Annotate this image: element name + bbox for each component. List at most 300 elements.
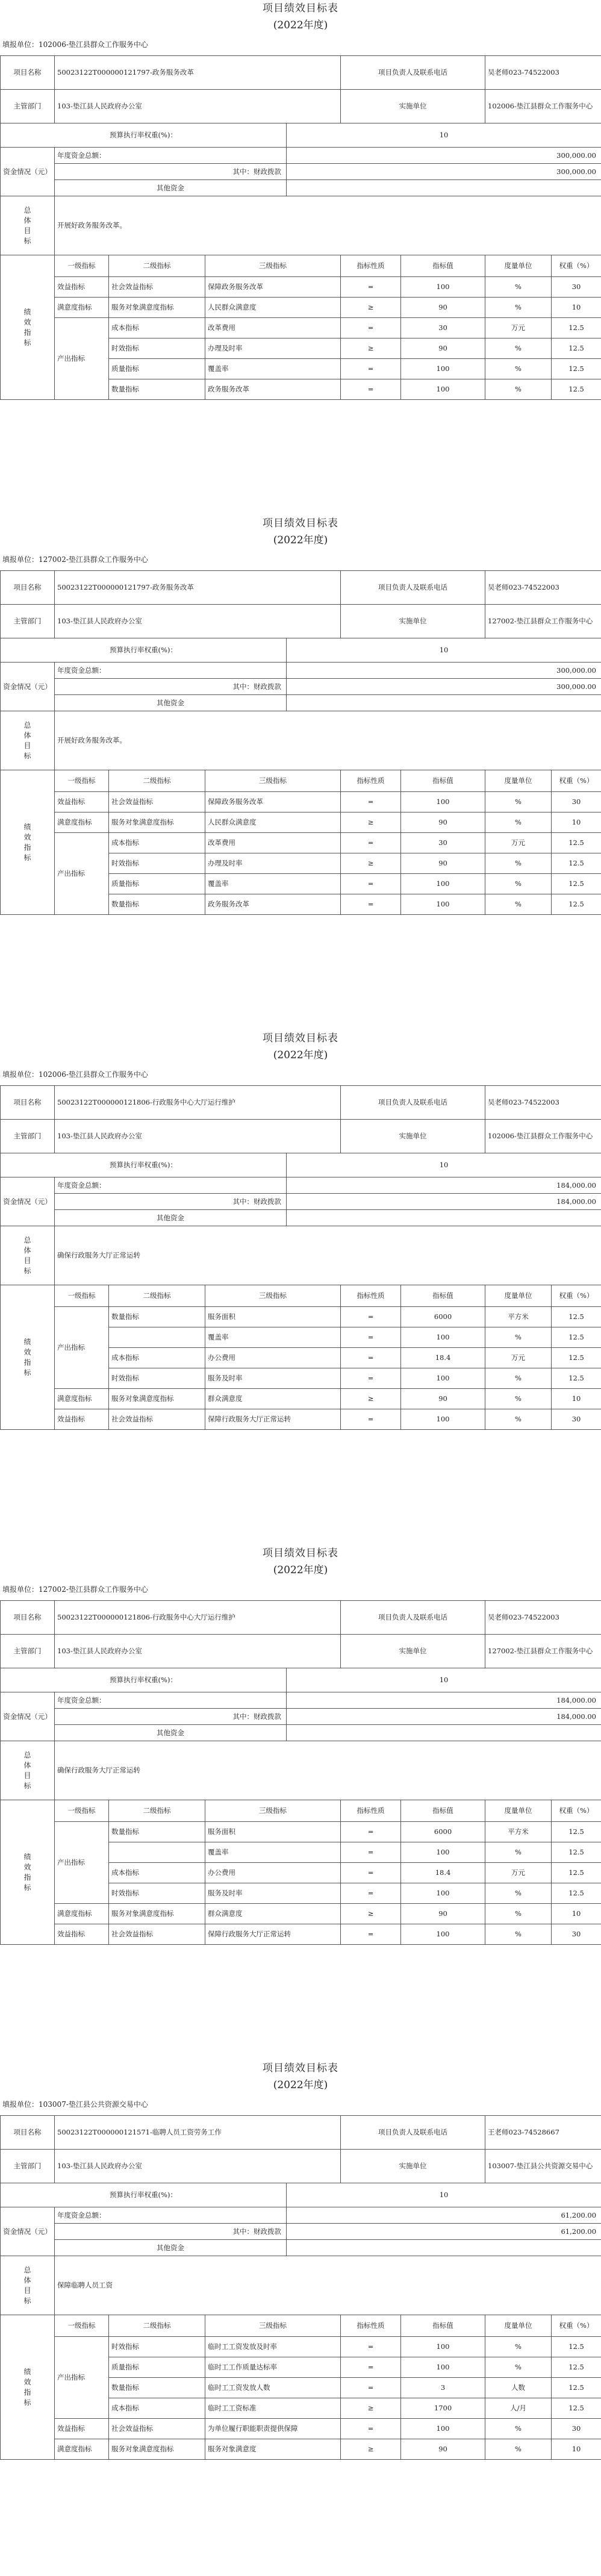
level1-indicator: 产出指标 xyxy=(55,318,109,400)
indicator-value: 18.4 xyxy=(401,1863,485,1883)
project-leader-label: 项目负责人及联系电话 xyxy=(341,2116,485,2150)
fund-other-value xyxy=(287,695,601,711)
indicator-weight: 10 xyxy=(552,298,601,318)
indicator-nature: = xyxy=(341,379,401,400)
indicator-unit: % xyxy=(485,338,552,359)
fund-status-label: 资金情况（元） xyxy=(1,1692,55,1741)
fund-total-label: 年度资金总额： xyxy=(55,1177,287,1194)
level1-indicator: 效益指标 xyxy=(55,2419,109,2439)
indicator-row xyxy=(1,1904,601,1924)
level1-indicator: 效益指标 xyxy=(55,1409,109,1430)
indicator-value: 100 xyxy=(401,1924,485,1945)
indicator-row xyxy=(1,1389,601,1409)
performance-table xyxy=(0,570,601,915)
level2-indicator: 质量指标 xyxy=(109,874,205,894)
indicator-value: 100 xyxy=(401,2357,485,2378)
fund-total-label: 年度资金总额： xyxy=(55,2207,287,2224)
indicator-row xyxy=(1,318,601,338)
indicator-nature: ≥ xyxy=(341,2439,401,2460)
table-year: (2022年度) xyxy=(273,1049,328,1061)
indicator-value: 100 xyxy=(401,2419,485,2439)
indicator-weight: 10 xyxy=(552,1389,601,1409)
fund-fiscal-label: 其中：财政拨款 xyxy=(55,2224,287,2240)
project-leader-label: 项目负责人及联系电话 xyxy=(341,571,485,605)
level3-indicator: 人民群众满意度 xyxy=(205,298,341,318)
level3-indicator: 临时工工资发放及时率 xyxy=(205,2337,341,2357)
indicator-weight: 12.5 xyxy=(552,833,601,853)
indicator-nature: ≥ xyxy=(341,298,401,318)
indicator-nature: = xyxy=(341,894,401,915)
level2-indicator xyxy=(109,1327,205,1348)
level2-indicator: 成本指标 xyxy=(109,318,205,338)
indicator-nature: = xyxy=(341,2337,401,2357)
performance-indicators-label: 绩 效 指 标 xyxy=(1,1800,55,1945)
indicator-header-cell: 二级指标 xyxy=(109,255,205,277)
level3-indicator: 政务服务改革 xyxy=(205,894,341,915)
fund-total-label: 年度资金总额： xyxy=(55,663,287,679)
indicator-value: 90 xyxy=(401,853,485,874)
fund-fiscal-label: 其中：财政拨款 xyxy=(55,1194,287,1210)
indicator-value: 100 xyxy=(401,894,485,915)
fund-other-label: 其他资金 xyxy=(55,2240,287,2256)
project-name-label: 项目名称 xyxy=(1,1086,55,1120)
indicator-value: 90 xyxy=(401,298,485,318)
level3-indicator: 办理及时率 xyxy=(205,853,341,874)
project-leader-value: 吴老师023-74522003 xyxy=(485,1601,601,1635)
fund-total-value: 300,000.00 xyxy=(287,148,601,164)
indicator-header-cell: 权重（%） xyxy=(552,255,601,277)
indicator-value: 100 xyxy=(401,2337,485,2357)
indicator-unit: 人数 xyxy=(485,2378,552,2398)
level3-indicator: 覆盖率 xyxy=(205,1327,341,1348)
level3-indicator: 办公费用 xyxy=(205,1348,341,1368)
indicator-row xyxy=(1,2439,601,2460)
level2-indicator: 数量指标 xyxy=(109,2378,205,2398)
indicator-unit: 万元 xyxy=(485,1348,552,1368)
indicator-header-cell: 度量单位 xyxy=(485,2315,552,2337)
level1-indicator: 满意度指标 xyxy=(55,1904,109,1924)
budget-rate-label: 预算执行率权重(%)： xyxy=(1,1153,287,1177)
project-name-label: 项目名称 xyxy=(1,2116,55,2150)
level3-indicator: 人民群众满意度 xyxy=(205,812,341,833)
indicator-row xyxy=(1,1307,601,1327)
reporting-unit xyxy=(2,549,148,570)
fund-other-value xyxy=(287,2240,601,2256)
table-year: (2022年度) xyxy=(273,534,328,546)
indicator-nature: = xyxy=(341,1368,401,1389)
level3-indicator: 临时工工资发放人数 xyxy=(205,2378,341,2398)
reporting-unit-value: 102006-垫江县群众工作服务中心 xyxy=(39,40,148,49)
indicator-header-cell: 权重（%） xyxy=(552,1800,601,1822)
supervising-dept-label: 主管部门 xyxy=(1,90,55,123)
level3-indicator: 服务面积 xyxy=(205,1307,341,1327)
table-year: (2022年度) xyxy=(273,2079,328,2091)
indicator-unit: % xyxy=(485,874,552,894)
indicator-header-cell: 度量单位 xyxy=(485,1285,552,1307)
overall-goal-label: 总 体 目 标 xyxy=(1,196,55,255)
project-name-label: 项目名称 xyxy=(1,1601,55,1635)
fund-total-value: 61,200.00 xyxy=(287,2207,601,2224)
level3-indicator: 保障政务服务改革 xyxy=(205,792,341,812)
indicator-weight: 12.5 xyxy=(552,2337,601,2357)
supervising-dept-value: 103-垫江县人民政府办公室 xyxy=(55,1635,341,1668)
indicator-nature: = xyxy=(341,2419,401,2439)
indicator-value: 100 xyxy=(401,277,485,298)
supervising-dept-value: 103-垫江县人民政府办公室 xyxy=(55,90,341,123)
level3-indicator: 覆盖率 xyxy=(205,1842,341,1863)
indicator-header-cell: 三级指标 xyxy=(205,2315,341,2337)
indicator-row xyxy=(1,2337,601,2357)
budget-rate-value: 10 xyxy=(287,2183,601,2207)
indicator-unit: % xyxy=(485,1924,552,1945)
overall-goal-label: 总 体 目 标 xyxy=(1,1226,55,1285)
indicator-header-cell: 三级指标 xyxy=(205,1800,341,1822)
indicator-weight: 10 xyxy=(552,812,601,833)
project-leader-value: 吴老师023-74522003 xyxy=(485,571,601,605)
budget-rate-value: 10 xyxy=(287,1668,601,1692)
indicator-row xyxy=(1,1822,601,1842)
level2-indicator: 社会效益指标 xyxy=(109,277,205,298)
indicator-value: 100 xyxy=(401,379,485,400)
indicator-weight: 30 xyxy=(552,1409,601,1430)
performance-indicators-label: 绩 效 指 标 xyxy=(1,770,55,915)
level2-indicator: 时效指标 xyxy=(109,2337,205,2357)
indicator-weight: 30 xyxy=(552,277,601,298)
level1-indicator: 满意度指标 xyxy=(55,812,109,833)
project-name-label: 项目名称 xyxy=(1,56,55,90)
budget-rate-value: 10 xyxy=(287,123,601,148)
overall-goal-text: 开展好政务服务改革。 xyxy=(55,711,601,770)
level2-indicator: 服务对象满意度指标 xyxy=(109,2439,205,2460)
indicator-nature: = xyxy=(341,833,401,853)
level1-indicator: 满意度指标 xyxy=(55,1389,109,1409)
level3-indicator: 服务及时率 xyxy=(205,1368,341,1389)
overall-goal-label: 总 体 目 标 xyxy=(1,711,55,770)
level2-indicator xyxy=(109,1842,205,1863)
budget-rate-label: 预算执行率权重(%)： xyxy=(1,638,287,663)
indicator-header-cell: 指标值 xyxy=(401,2315,485,2337)
implementing-unit-value: 102006-垫江县群众工作服务中心 xyxy=(485,90,601,123)
reporting-unit-value: 102006-垫江县群众工作服务中心 xyxy=(39,1070,148,1079)
table-year: (2022年度) xyxy=(273,19,328,31)
table-title: 项目绩效目标表 xyxy=(263,517,338,529)
supervising-dept-label: 主管部门 xyxy=(1,1635,55,1668)
project-name-value: 50023122T000000121571-临聘人员工资劳务工作 xyxy=(55,2116,341,2150)
fund-fiscal-value: 184,000.00 xyxy=(287,1194,601,1210)
indicator-nature: = xyxy=(341,277,401,298)
indicator-header-cell: 度量单位 xyxy=(485,255,552,277)
indicator-nature: = xyxy=(341,1883,401,1904)
level3-indicator: 保障政务服务改革 xyxy=(205,277,341,298)
indicator-nature: ≥ xyxy=(341,338,401,359)
indicator-row xyxy=(1,277,601,298)
fund-other-label: 其他资金 xyxy=(55,1210,287,1226)
project-name-value: 50023122T000000121797-政务服务改革 xyxy=(55,56,341,90)
level3-indicator: 群众满意度 xyxy=(205,1904,341,1924)
level2-indicator: 时效指标 xyxy=(109,853,205,874)
indicator-value: 1700 xyxy=(401,2398,485,2419)
indicator-value: 90 xyxy=(401,338,485,359)
overall-goal-text: 确保行政服务大厅正常运转 xyxy=(55,1226,601,1285)
implementing-unit-value: 102006-垫江县群众工作服务中心 xyxy=(485,1120,601,1153)
indicator-nature: = xyxy=(341,1409,401,1430)
fund-total-label: 年度资金总额： xyxy=(55,148,287,164)
fund-total-value: 184,000.00 xyxy=(287,1692,601,1709)
indicator-header-cell: 一级指标 xyxy=(55,1800,109,1822)
performance-indicators-label: 绩 效 指 标 xyxy=(1,255,55,400)
indicator-value: 100 xyxy=(401,1327,485,1348)
indicator-weight: 12.5 xyxy=(552,1842,601,1863)
indicator-nature: ≥ xyxy=(341,1389,401,1409)
level2-indicator: 数量指标 xyxy=(109,1307,205,1327)
indicator-weight: 12.5 xyxy=(552,874,601,894)
level1-indicator: 效益指标 xyxy=(55,792,109,812)
indicator-value: 30 xyxy=(401,318,485,338)
indicator-value: 100 xyxy=(401,874,485,894)
indicator-value: 100 xyxy=(401,1409,485,1430)
level2-indicator: 服务对象满意度指标 xyxy=(109,812,205,833)
budget-rate-value: 10 xyxy=(287,1153,601,1177)
indicator-header-cell: 一级指标 xyxy=(55,770,109,792)
indicator-nature: = xyxy=(341,1327,401,1348)
indicator-unit: 万元 xyxy=(485,833,552,853)
performance-indicators-label: 绩 效 指 标 xyxy=(1,2315,55,2460)
project-name-label: 项目名称 xyxy=(1,571,55,605)
indicator-weight: 12.5 xyxy=(552,2398,601,2419)
level3-indicator: 政务服务改革 xyxy=(205,379,341,400)
level3-indicator: 服务及时率 xyxy=(205,1883,341,1904)
level2-indicator: 数量指标 xyxy=(109,894,205,915)
indicator-nature: = xyxy=(341,1822,401,1842)
indicator-nature: ≥ xyxy=(341,2398,401,2419)
fund-fiscal-value: 300,000.00 xyxy=(287,164,601,180)
indicator-unit: % xyxy=(485,1327,552,1348)
table-title: 项目绩效目标表 xyxy=(263,2062,338,2074)
level2-indicator: 服务对象满意度指标 xyxy=(109,298,205,318)
indicator-weight: 12.5 xyxy=(552,2357,601,2378)
fund-other-value xyxy=(287,1210,601,1226)
project-leader-value: 吴老师023-74522003 xyxy=(485,1086,601,1120)
reporting-unit-value: 103007-垫江县公共资源交易中心 xyxy=(39,2100,148,2109)
table-title: 项目绩效目标表 xyxy=(263,2,338,14)
level2-indicator: 服务对象满意度指标 xyxy=(109,1904,205,1924)
reporting-unit-label: 填报单位： xyxy=(2,2100,39,2109)
indicator-header-cell: 指标性质 xyxy=(341,255,401,277)
indicator-nature: = xyxy=(341,874,401,894)
fund-fiscal-label: 其中：财政拨款 xyxy=(55,164,287,180)
level2-indicator: 成本指标 xyxy=(109,2398,205,2419)
indicator-unit: % xyxy=(485,359,552,379)
level2-indicator: 成本指标 xyxy=(109,1348,205,1368)
supervising-dept-label: 主管部门 xyxy=(1,605,55,638)
indicator-value: 30 xyxy=(401,833,485,853)
indicator-unit: % xyxy=(485,277,552,298)
indicator-unit: 人/月 xyxy=(485,2398,552,2419)
implementing-unit-value: 127002-垫江县群众工作服务中心 xyxy=(485,605,601,638)
indicator-weight: 12.5 xyxy=(552,338,601,359)
level2-indicator: 社会效益指标 xyxy=(109,1409,205,1430)
budget-rate-value: 10 xyxy=(287,638,601,663)
indicator-unit: % xyxy=(485,894,552,915)
implementing-unit-label: 实施单位 xyxy=(341,2150,485,2183)
reporting-unit xyxy=(2,1579,148,1600)
indicator-header-cell: 指标性质 xyxy=(341,770,401,792)
indicator-weight: 30 xyxy=(552,1924,601,1945)
project-leader-value: 吴老师023-74522003 xyxy=(485,56,601,90)
indicator-value: 90 xyxy=(401,1389,485,1409)
fund-other-value xyxy=(287,180,601,196)
indicator-unit: % xyxy=(485,812,552,833)
indicator-nature: = xyxy=(341,359,401,379)
indicator-header-cell: 指标性质 xyxy=(341,1285,401,1307)
supervising-dept-value: 103-垫江县人民政府办公室 xyxy=(55,1120,341,1153)
indicator-weight: 12.5 xyxy=(552,1822,601,1842)
indicator-value: 90 xyxy=(401,1904,485,1924)
reporting-unit-label: 填报单位： xyxy=(2,1585,39,1594)
indicator-value: 3 xyxy=(401,2378,485,2398)
indicator-weight: 12.5 xyxy=(552,1327,601,1348)
reporting-unit-value: 127002-垫江县群众工作服务中心 xyxy=(39,1585,148,1594)
project-leader-value: 王老师023-74528667 xyxy=(485,2116,601,2150)
level1-indicator: 满意度指标 xyxy=(55,298,109,318)
project-name-value: 50023122T000000121806-行政服务中心大厅运行维护 xyxy=(55,1601,341,1635)
indicator-weight: 12.5 xyxy=(552,2378,601,2398)
overall-goal-text: 开展好政务服务改革。 xyxy=(55,196,601,255)
indicator-value: 100 xyxy=(401,1842,485,1863)
performance-indicators-label: 绩 效 指 标 xyxy=(1,1285,55,1430)
indicator-value: 100 xyxy=(401,1883,485,1904)
indicator-weight: 12.5 xyxy=(552,379,601,400)
indicator-weight: 10 xyxy=(552,2439,601,2460)
performance-table xyxy=(0,1085,601,1430)
indicator-nature: ≥ xyxy=(341,812,401,833)
indicator-header-cell: 三级指标 xyxy=(205,255,341,277)
indicator-nature: ≥ xyxy=(341,1904,401,1924)
indicator-header-cell: 指标值 xyxy=(401,770,485,792)
indicator-row xyxy=(1,833,601,853)
table-year: (2022年度) xyxy=(273,1564,328,1576)
indicator-header-cell: 指标值 xyxy=(401,1800,485,1822)
implementing-unit-label: 实施单位 xyxy=(341,1120,485,1153)
level3-indicator: 改革费用 xyxy=(205,318,341,338)
indicator-header-cell: 权重（%） xyxy=(552,2315,601,2337)
level3-indicator: 为单位履行职能职责提供保障 xyxy=(205,2419,341,2439)
indicator-weight: 12.5 xyxy=(552,853,601,874)
indicator-weight: 30 xyxy=(552,2419,601,2439)
indicator-header-cell: 度量单位 xyxy=(485,770,552,792)
indicator-nature: = xyxy=(341,1348,401,1368)
level1-indicator: 满意度指标 xyxy=(55,2439,109,2460)
fund-status-label: 资金情况（元） xyxy=(1,1177,55,1226)
indicator-unit: % xyxy=(485,1409,552,1430)
indicator-header-cell: 二级指标 xyxy=(109,1285,205,1307)
indicator-header-cell: 度量单位 xyxy=(485,1800,552,1822)
indicator-nature: = xyxy=(341,2357,401,2378)
level2-indicator: 社会效益指标 xyxy=(109,792,205,812)
level1-indicator: 产出指标 xyxy=(55,1307,109,1389)
fund-fiscal-value: 300,000.00 xyxy=(287,679,601,695)
level3-indicator: 覆盖率 xyxy=(205,874,341,894)
reporting-unit xyxy=(2,2094,148,2115)
level3-indicator: 服务对象满意度 xyxy=(205,2439,341,2460)
indicator-weight: 12.5 xyxy=(552,894,601,915)
indicator-unit: 万元 xyxy=(485,318,552,338)
fund-other-label: 其他资金 xyxy=(55,180,287,196)
indicator-header-cell: 一级指标 xyxy=(55,1285,109,1307)
implementing-unit-label: 实施单位 xyxy=(341,1635,485,1668)
indicator-header-cell: 指标性质 xyxy=(341,1800,401,1822)
indicator-weight: 12.5 xyxy=(552,1368,601,1389)
project-name-value: 50023122T000000121806-行政服务中心大厅运行维护 xyxy=(55,1086,341,1120)
indicator-row xyxy=(1,2419,601,2439)
fund-status-label: 资金情况（元） xyxy=(1,2207,55,2256)
implementing-unit-value: 127002-垫江县群众工作服务中心 xyxy=(485,1635,601,1668)
indicator-value: 90 xyxy=(401,812,485,833)
fund-status-label: 资金情况（元） xyxy=(1,663,55,711)
level2-indicator: 成本指标 xyxy=(109,833,205,853)
fund-total-label: 年度资金总额： xyxy=(55,1692,287,1709)
project-leader-label: 项目负责人及联系电话 xyxy=(341,1086,485,1120)
indicator-weight: 30 xyxy=(552,792,601,812)
indicator-weight: 12.5 xyxy=(552,1348,601,1368)
reporting-unit-label: 填报单位： xyxy=(2,40,39,49)
indicator-weight: 12.5 xyxy=(552,359,601,379)
indicator-weight: 10 xyxy=(552,1904,601,1924)
indicator-weight: 12.5 xyxy=(552,318,601,338)
reporting-unit-label: 填报单位： xyxy=(2,555,39,564)
indicator-row xyxy=(1,792,601,812)
performance-table xyxy=(0,2115,601,2460)
implementing-unit-value: 103007-垫江县公共资源交易中心 xyxy=(485,2150,601,2183)
indicator-unit: % xyxy=(485,792,552,812)
indicator-unit: % xyxy=(485,1368,552,1389)
indicator-header-cell: 一级指标 xyxy=(55,255,109,277)
level1-indicator: 效益指标 xyxy=(55,277,109,298)
indicator-header-cell: 三级指标 xyxy=(205,770,341,792)
table-title: 项目绩效目标表 xyxy=(263,1032,338,1044)
fund-total-value: 184,000.00 xyxy=(287,1177,601,1194)
level3-indicator: 服务面积 xyxy=(205,1822,341,1842)
level2-indicator: 时效指标 xyxy=(109,1883,205,1904)
overall-goal-text: 确保行政服务大厅正常运转 xyxy=(55,1741,601,1800)
level3-indicator: 群众满意度 xyxy=(205,1389,341,1409)
indicator-unit: % xyxy=(485,1842,552,1863)
project-leader-label: 项目负责人及联系电话 xyxy=(341,56,485,90)
indicator-value: 6000 xyxy=(401,1307,485,1327)
supervising-dept-label: 主管部门 xyxy=(1,1120,55,1153)
indicator-nature: = xyxy=(341,792,401,812)
indicator-header-cell: 权重（%） xyxy=(552,770,601,792)
supervising-dept-value: 103-垫江县人民政府办公室 xyxy=(55,605,341,638)
level2-indicator: 质量指标 xyxy=(109,2357,205,2378)
indicator-nature: = xyxy=(341,1842,401,1863)
overall-goal-label: 总 体 目 标 xyxy=(1,1741,55,1800)
fund-total-value: 300,000.00 xyxy=(287,663,601,679)
indicator-header-cell: 指标值 xyxy=(401,1285,485,1307)
indicator-unit: % xyxy=(485,2337,552,2357)
indicator-nature: = xyxy=(341,318,401,338)
indicator-header-cell: 指标值 xyxy=(401,255,485,277)
indicator-unit: 平方米 xyxy=(485,1307,552,1327)
indicator-value: 100 xyxy=(401,792,485,812)
fund-other-value xyxy=(287,1725,601,1741)
fund-fiscal-value: 61,200.00 xyxy=(287,2224,601,2240)
level1-indicator: 产出指标 xyxy=(55,2337,109,2419)
level3-indicator: 临时工工作质量达标率 xyxy=(205,2357,341,2378)
fund-fiscal-label: 其中：财政拨款 xyxy=(55,679,287,695)
indicator-unit: % xyxy=(485,2419,552,2439)
level3-indicator: 办理及时率 xyxy=(205,338,341,359)
